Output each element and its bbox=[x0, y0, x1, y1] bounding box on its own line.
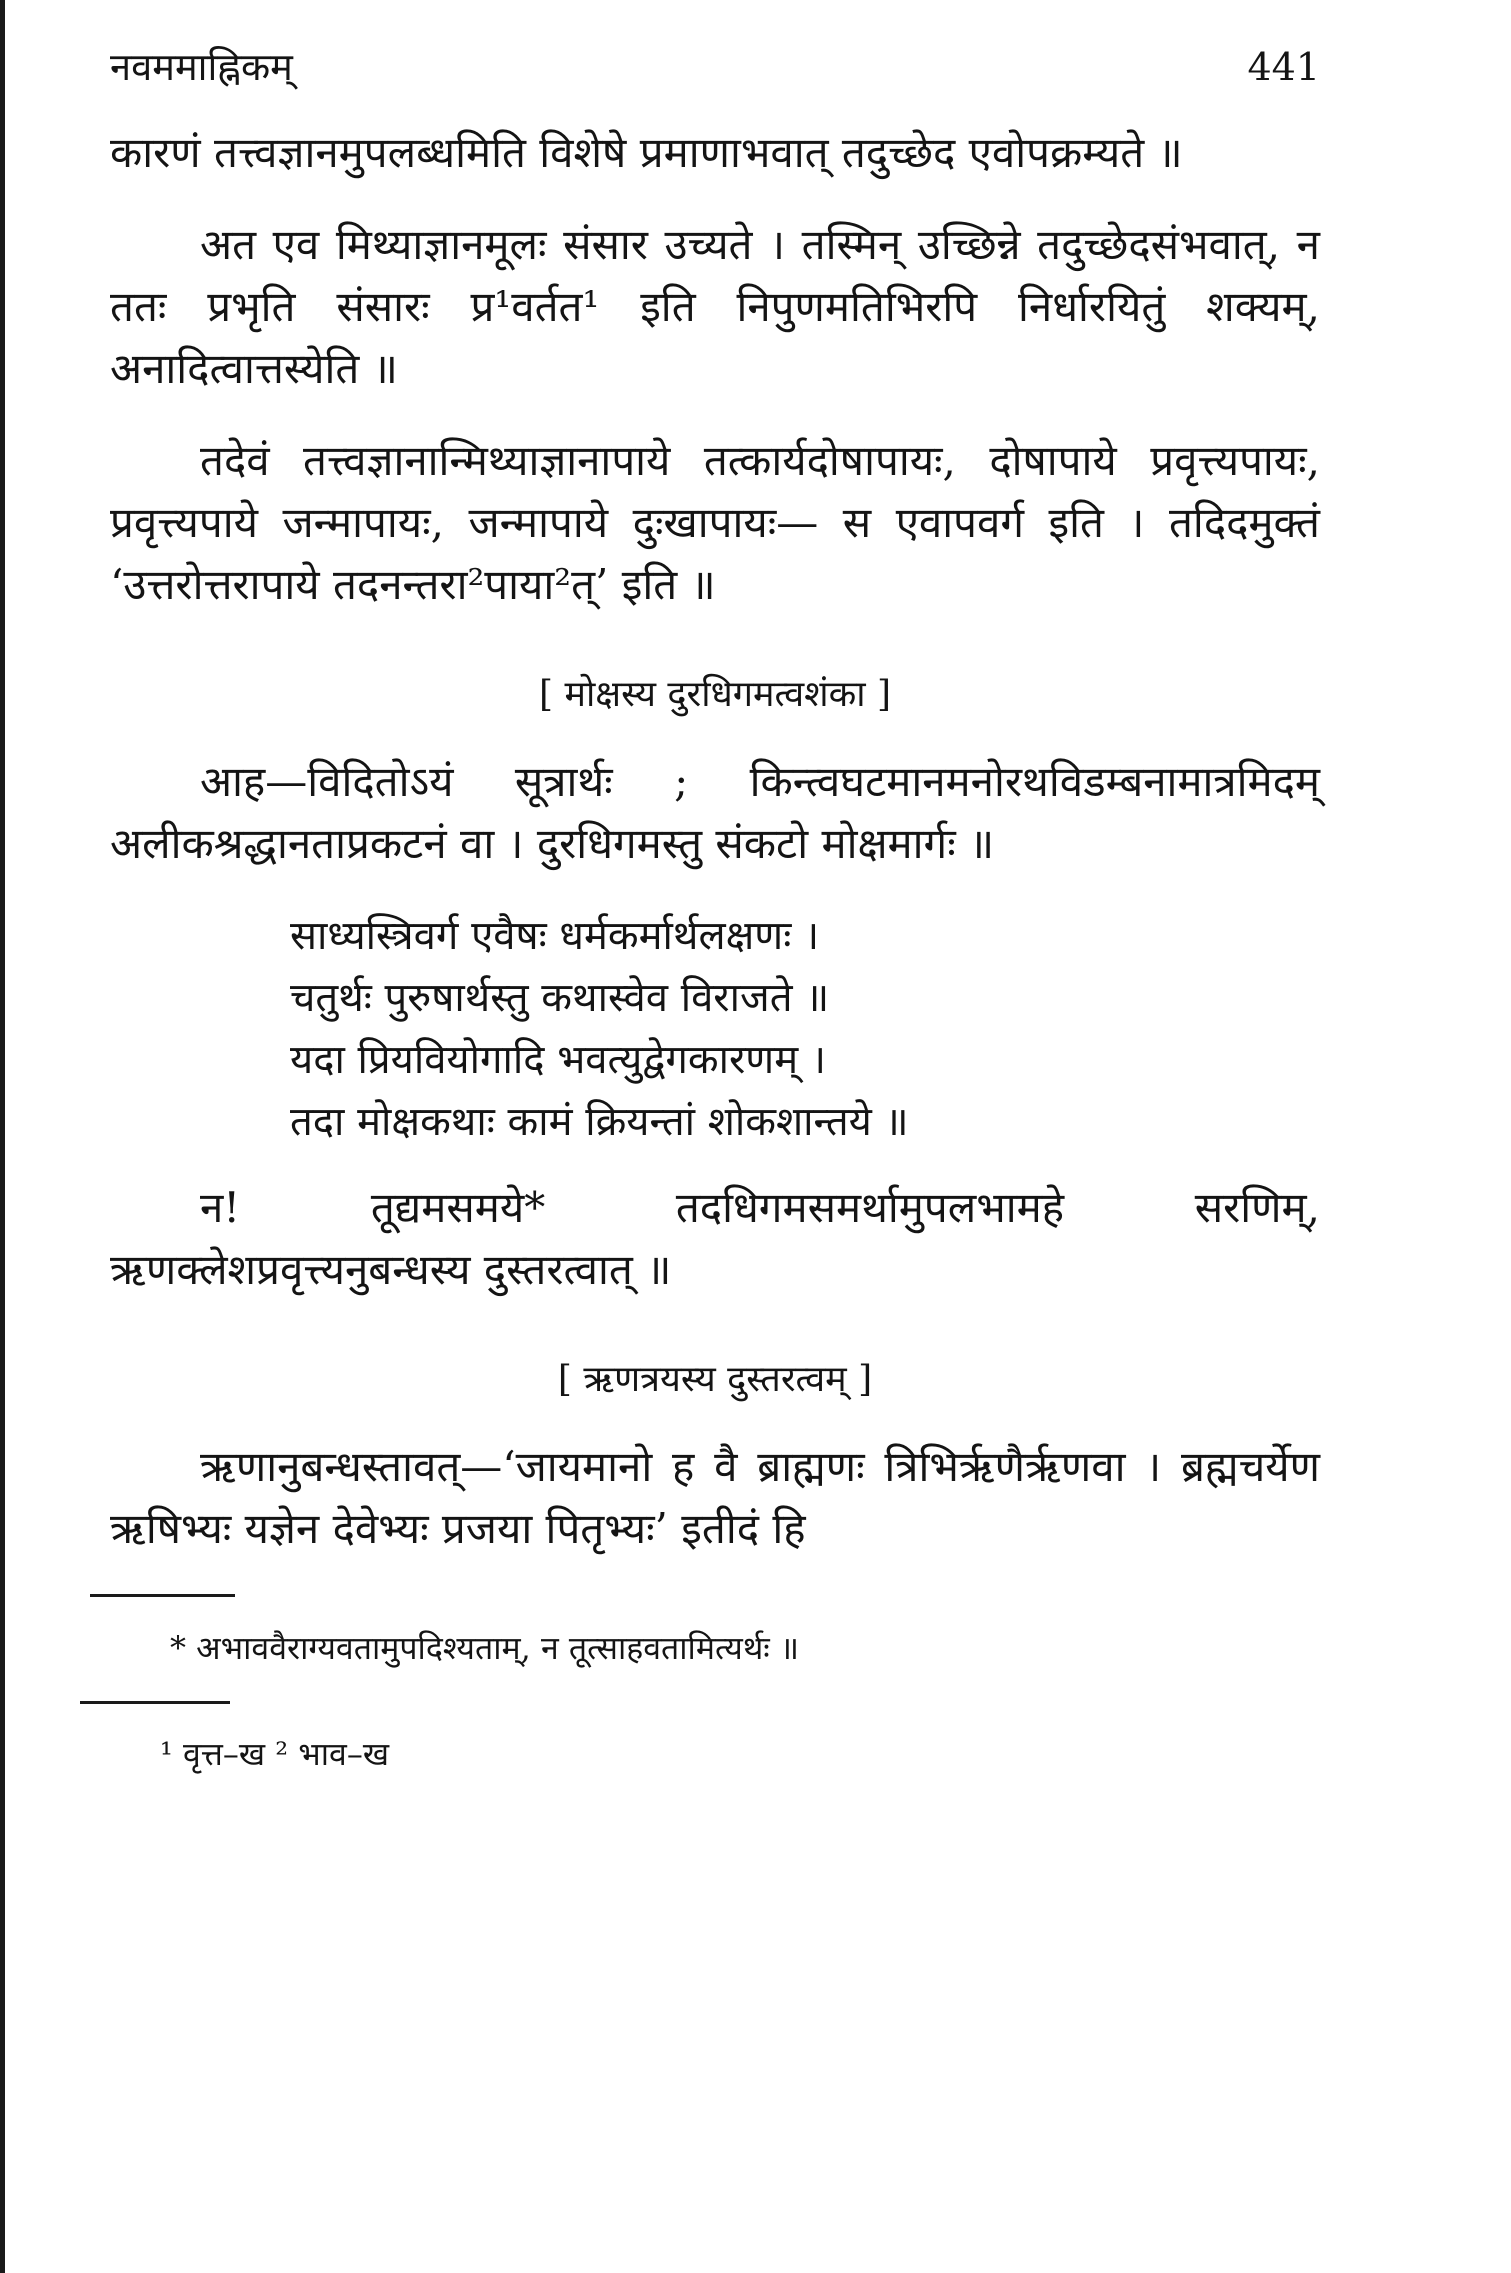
page-number: 441 bbox=[1247, 45, 1320, 89]
section-heading-rna: [ ऋणत्रयस्य दुस्तरत्वम् ] bbox=[557, 1359, 873, 1400]
running-header bbox=[110, 40, 1320, 92]
paragraph-aha: आह—विदितोऽयं सूत्रार्थः ; किन्त्वघटमानमनोरथविडम्बनामात्रमिदम् अलीकश्रद्धानताप्रकटनं वा । दुरधिगमस्तु संकटो मोक्षमार्गः ॥ bbox=[110, 757, 1320, 868]
paragraph-na: न! तूद्यमसमये* तदधिगमसमर्थामुपलभामहे सरणिम्, ऋणक्लेशप्रवृत्त्यनुबन्धस्य दुस्तरत्वात् ॥ bbox=[110, 1183, 1320, 1294]
verse-line: यदा प्रियवियोगादि भवत्युद्वेगकारणम् । bbox=[290, 1037, 827, 1083]
running-title: नवममाह्निकम् bbox=[110, 45, 293, 89]
page-content bbox=[110, 40, 1320, 1775]
paragraph-tadevam: तदेवं तत्त्वज्ञानान्मिथ्याज्ञानापाये तत्कार्यदोषापायः, दोषापाये प्रवृत्त्यपायः, प्रवृत्त्यपाये जन्मापायः, जन्मापाये दुःखापायः— स एवापवर्ग इति । तदिदमुक्तं ‘उत्तरोत्तरापाये तदनन्तरा²पाया²त्’ इति ॥ bbox=[110, 436, 1320, 609]
paragraph-rna: ऋणानुबन्धस्तावत्—‘जायमानो ह वै ब्राह्मणः त्रिभिर्ऋणैर्ऋणवा । ब्रह्मचर्येण ऋषिभ्यः यज्ञेन देवेभ्यः प्रजया पितृभ्यः’ इतीदं हि bbox=[110, 1442, 1320, 1553]
paragraph-karanam: कारणं तत्त्वज्ञानमुपलब्धमिति विशेषे प्रमाणाभवात् तदुच्छेद एवोपक्रम्यते ॥ bbox=[110, 128, 1183, 177]
footnote-star: * अभाववैराग्यवतामुपदिश्यताम्, न तूत्साहवतामित्यर्थः ॥ bbox=[170, 1629, 800, 1667]
variant-divider bbox=[80, 1701, 230, 1704]
verse-line: चतुर्थः पुरुषार्थस्तु कथास्वेव विराजते ॥ bbox=[290, 975, 830, 1021]
verse-line: तदा मोक्षकथाः कामं क्रियन्तां शोकशान्तये ॥ bbox=[290, 1099, 909, 1145]
footnote-divider bbox=[90, 1594, 235, 1597]
section-heading-moksha: [ मोक्षस्य दुरधिगमत्वशंका ] bbox=[538, 674, 892, 715]
page-edge bbox=[0, 0, 5, 2273]
verse-block bbox=[290, 905, 1320, 1153]
variant-readings: ¹ वृत्त–ख ² भाव–ख bbox=[160, 1735, 390, 1773]
verse-line: साध्यस्त्रिवर्ग एवैषः धर्मकर्मार्थलक्षणः । bbox=[290, 913, 820, 959]
paragraph-ata-eva: अत एव मिथ्याज्ञानमूलः संसार उच्यते । तस्मिन् उच्छिन्ने तदुच्छेदसंभवात्, न ततः प्रभृति संसारः प्र¹वर्तत¹ इति निपुणमतिभिरपि निर्धारयितुं शक्यम्, अनादित्वात्तस्येति ॥ bbox=[110, 220, 1320, 393]
